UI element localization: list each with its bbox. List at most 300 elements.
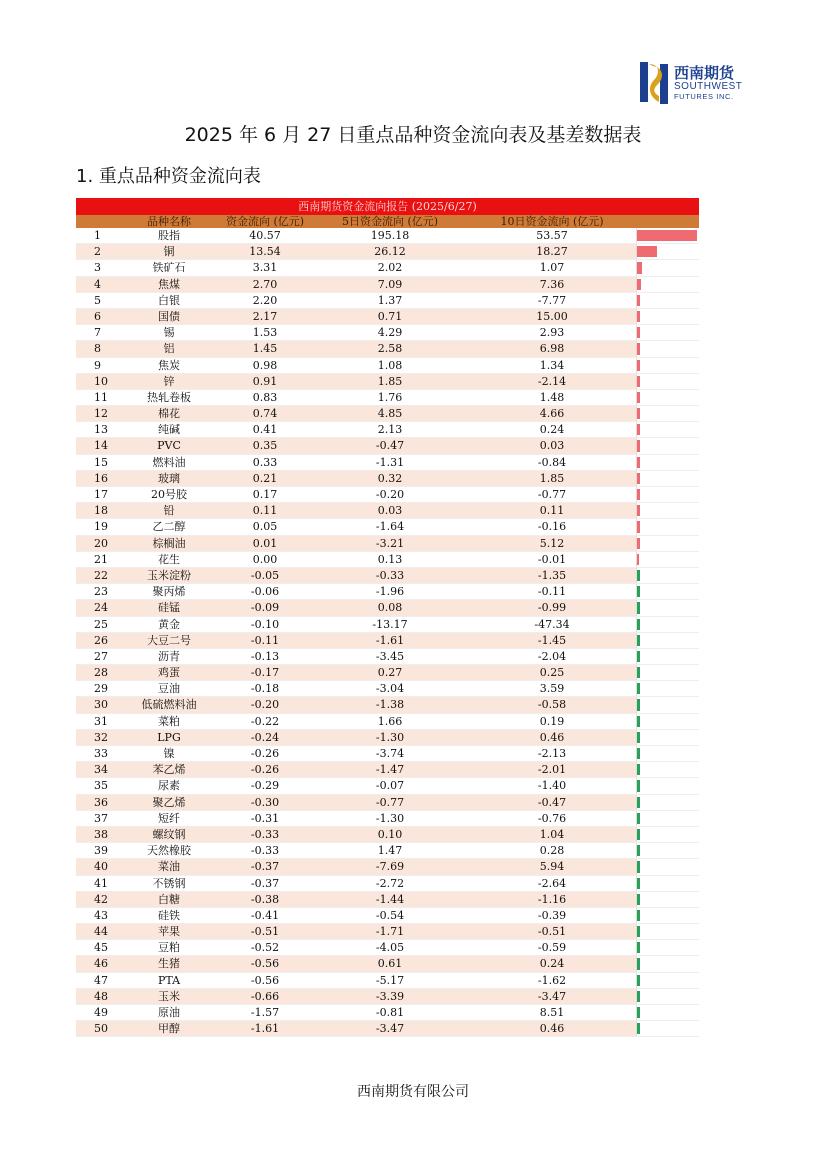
row-flow: 2.70	[252, 277, 278, 291]
row-name: 聚丙烯	[152, 585, 186, 599]
flow-bar	[637, 732, 640, 743]
row-flow-bar-cell	[636, 341, 699, 356]
table-row	[76, 649, 699, 665]
row-name: 聚乙烯	[152, 795, 186, 809]
row-index: 6	[94, 309, 101, 323]
row-flow: -0.26	[250, 747, 280, 760]
row-flow-5d: 195.18	[370, 229, 410, 242]
row-name: 玻璃	[158, 471, 180, 485]
row-flow-bar-cell	[636, 260, 699, 275]
row-flow-10d: -0.59	[537, 941, 567, 955]
row-flow-5d: -3.39	[375, 989, 405, 1003]
row-name: 铜	[163, 245, 175, 259]
table-row	[76, 260, 699, 276]
row-flow: 0.21	[252, 471, 278, 485]
row-name: 尿素	[158, 779, 180, 793]
row-index: 27	[94, 649, 108, 663]
row-flow: 0.11	[252, 504, 278, 518]
row-index: 48	[94, 989, 108, 1003]
row-index: 2	[94, 245, 101, 259]
table-row	[76, 924, 699, 940]
flow-bar	[637, 716, 640, 727]
table-row	[76, 1005, 699, 1021]
row-name: 乙二醇	[152, 520, 186, 534]
row-flow-10d: -2.01	[537, 763, 567, 777]
row-flow-10d: 7.36	[539, 277, 565, 291]
flow-bar	[637, 457, 640, 468]
row-index: 43	[94, 908, 108, 922]
row-index: 30	[94, 698, 108, 712]
row-flow-10d: 8.51	[539, 1006, 565, 1019]
row-flow-5d: -3.47	[375, 1022, 405, 1036]
row-flow: -0.06	[250, 585, 280, 599]
table-row	[76, 762, 699, 778]
row-name: 菜粕	[158, 714, 180, 728]
row-flow-bar-cell	[636, 406, 699, 421]
row-flow-5d: -1.71	[375, 925, 405, 939]
row-flow-5d: -2.72	[375, 876, 405, 890]
row-name: 豆粕	[158, 941, 180, 955]
row-flow: -0.38	[250, 892, 280, 906]
row-name: 苹果	[158, 925, 180, 939]
row-flow-10d: -2.64	[537, 876, 567, 890]
row-flow-10d: 15.00	[536, 309, 568, 323]
flow-bar	[637, 845, 640, 856]
flow-bar	[637, 262, 642, 273]
row-flow: 0.83	[252, 390, 278, 404]
row-index: 12	[94, 407, 108, 421]
table-row	[76, 633, 699, 649]
table-row	[76, 503, 699, 519]
row-flow-bar-cell	[636, 746, 699, 761]
row-name: 花生	[158, 552, 180, 566]
table-row	[76, 390, 699, 406]
row-flow-10d: 0.11	[539, 504, 565, 518]
row-flow-bar-cell	[636, 795, 699, 810]
row-index: 5	[94, 293, 101, 307]
row-flow-10d: 5.94	[539, 860, 565, 874]
row-name: 鸡蛋	[158, 666, 180, 680]
company-logo	[640, 60, 760, 106]
row-flow-bar-cell	[636, 843, 699, 858]
row-flow: -0.24	[250, 730, 280, 744]
row-flow: -0.56	[250, 973, 280, 987]
table-row	[76, 455, 699, 471]
row-flow-bar-cell	[636, 487, 699, 502]
row-index: 32	[94, 730, 108, 744]
row-flow-10d: 1.07	[539, 261, 565, 275]
row-flow-5d: 2.13	[377, 423, 403, 437]
row-flow-bar-cell	[636, 681, 699, 696]
row-flow-10d: -2.04	[537, 649, 567, 663]
row-name: 纯碱	[158, 423, 180, 437]
table-row	[76, 811, 699, 827]
flow-bar	[637, 360, 640, 371]
flow-bar	[637, 878, 640, 889]
row-flow: 0.35	[252, 439, 278, 453]
row-flow-bar-cell	[636, 600, 699, 615]
row-flow-10d: -1.62	[537, 973, 567, 987]
row-flow-10d: -1.16	[537, 892, 567, 906]
row-index: 28	[94, 666, 108, 680]
flow-bar	[637, 764, 640, 775]
col-flow-header: 资金流向 (亿元)	[225, 215, 305, 228]
row-flow-10d: -2.13	[537, 747, 567, 760]
row-name: 不锈钢	[152, 876, 186, 890]
row-index: 1	[94, 229, 101, 242]
column-header-row	[76, 215, 699, 228]
table-row	[76, 438, 699, 454]
row-flow-10d: 0.24	[539, 957, 565, 971]
row-flow-5d: -4.05	[375, 941, 405, 955]
row-flow-5d: -0.07	[375, 779, 405, 793]
row-flow-bar-cell	[636, 762, 699, 777]
row-flow-5d: -1.61	[375, 633, 405, 647]
row-index: 50	[94, 1022, 108, 1036]
row-flow-bar-cell	[636, 876, 699, 891]
row-flow-5d: 26.12	[374, 245, 406, 259]
row-name: 生猪	[158, 957, 180, 971]
row-index: 20	[94, 536, 108, 550]
logo-mark-icon	[640, 60, 670, 106]
row-name: 股指	[158, 229, 180, 242]
section-heading: 1. 重点品种资金流向表	[76, 166, 261, 187]
row-flow-bar-cell	[636, 1021, 699, 1036]
row-flow-10d: 1.85	[539, 471, 565, 485]
row-index: 19	[94, 520, 108, 534]
flow-bar	[637, 1023, 640, 1034]
table-row	[76, 293, 699, 309]
row-flow-5d: -1.64	[375, 520, 405, 534]
row-index: 41	[94, 876, 108, 890]
row-index: 15	[94, 455, 108, 469]
flow-bar	[637, 602, 640, 613]
flow-bar	[637, 861, 640, 872]
row-flow: -0.41	[250, 908, 280, 922]
row-flow: 0.98	[252, 358, 278, 372]
row-flow-10d: 0.46	[539, 730, 565, 744]
logo-cn-text: 西南期货	[674, 64, 735, 82]
row-index: 37	[94, 811, 108, 825]
row-flow-bar-cell	[636, 989, 699, 1004]
row-flow-10d: -0.77	[537, 488, 567, 501]
row-flow: 0.01	[252, 536, 278, 550]
row-flow-bar-cell	[636, 1005, 699, 1020]
row-index: 8	[94, 342, 101, 356]
row-flow-bar-cell	[636, 973, 699, 988]
row-flow-bar-cell	[636, 859, 699, 874]
row-flow-10d: 2.93	[539, 326, 565, 340]
row-name: 黄金	[158, 617, 180, 631]
row-index: 9	[94, 358, 101, 372]
flow-bar	[637, 635, 640, 646]
row-flow-10d: -0.01	[537, 552, 567, 566]
row-flow-bar-cell	[636, 503, 699, 518]
row-flow: 0.05	[252, 520, 278, 534]
row-index: 18	[94, 504, 108, 518]
table-row	[76, 277, 699, 293]
flow-bar	[637, 780, 640, 791]
row-flow-bar-cell	[636, 552, 699, 567]
row-flow-10d: -0.84	[537, 455, 567, 469]
row-flow: -0.52	[250, 941, 280, 955]
flow-bar	[637, 408, 640, 419]
row-flow: -0.11	[250, 633, 280, 647]
row-name: 甲醇	[158, 1022, 180, 1036]
row-flow-5d: 0.08	[377, 601, 403, 615]
row-flow-bar-cell	[636, 568, 699, 583]
row-flow-10d: -0.47	[537, 795, 567, 809]
flow-bar	[637, 829, 640, 840]
row-flow-10d: 0.28	[539, 844, 565, 858]
row-flow-5d: -3.04	[375, 682, 405, 696]
table-row	[76, 778, 699, 794]
row-index: 10	[94, 374, 108, 388]
row-flow-5d: -5.17	[375, 973, 405, 987]
table-row	[76, 406, 699, 422]
row-flow-10d: -0.16	[537, 520, 567, 534]
table-row	[76, 859, 699, 875]
row-flow-5d: 1.37	[377, 293, 403, 307]
row-name: 大豆二号	[147, 633, 191, 647]
row-index: 3	[94, 261, 101, 275]
row-flow-bar-cell	[636, 924, 699, 939]
row-flow-bar-cell	[636, 908, 699, 923]
row-flow: -0.66	[250, 989, 280, 1003]
row-flow-5d: -1.30	[375, 811, 405, 825]
logo-en-text: SOUTHWEST	[674, 81, 743, 92]
row-flow-bar-cell	[636, 665, 699, 680]
row-flow-5d: 0.10	[377, 827, 403, 841]
row-flow: -0.10	[250, 617, 280, 631]
flow-bar	[637, 311, 640, 322]
flow-bar	[637, 748, 640, 759]
table-row	[76, 843, 699, 859]
row-flow-10d: 53.57	[536, 229, 568, 242]
row-flow-5d: -1.30	[375, 730, 405, 744]
row-name: 铁矿石	[152, 261, 186, 275]
row-flow-10d: 6.98	[539, 342, 565, 356]
row-flow-bar-cell	[636, 778, 699, 793]
row-name: 棉花	[158, 407, 180, 421]
row-flow-10d: 4.66	[539, 407, 565, 421]
row-name: 沥青	[158, 649, 180, 663]
row-name: 白糖	[158, 892, 180, 906]
flow-bar	[637, 230, 697, 241]
row-flow: 0.33	[252, 455, 278, 469]
row-flow-10d: 0.46	[539, 1022, 565, 1036]
row-flow-5d: 0.71	[377, 309, 403, 323]
col-10d-header: 10日资金流向 (亿元)	[500, 215, 604, 228]
row-flow-5d: -1.31	[375, 455, 405, 469]
row-name: 硅锰	[158, 601, 180, 615]
flow-bar	[637, 295, 640, 306]
row-name: 白银	[158, 293, 180, 307]
row-flow-10d: -0.39	[537, 908, 567, 922]
table-row	[76, 244, 699, 260]
row-flow-5d: -13.17	[372, 617, 408, 631]
row-flow-5d: -1.38	[375, 698, 405, 712]
row-flow-5d: 4.85	[377, 407, 403, 421]
row-name: 菜油	[158, 860, 180, 874]
row-flow: 0.00	[252, 552, 278, 566]
row-name: 玉米	[158, 989, 180, 1003]
row-flow-10d: 0.19	[539, 714, 565, 728]
row-flow-bar-cell	[636, 649, 699, 664]
table-row	[76, 795, 699, 811]
row-flow: 3.31	[252, 261, 278, 275]
table-row	[76, 552, 699, 568]
row-name: 镍	[163, 747, 175, 760]
row-flow-bar-cell	[636, 811, 699, 826]
table-row	[76, 309, 699, 325]
row-index: 47	[94, 973, 108, 987]
row-name: 20号胶	[151, 488, 187, 501]
row-flow-bar-cell	[636, 325, 699, 340]
row-index: 49	[94, 1006, 108, 1019]
table-row	[76, 358, 699, 374]
table-row	[76, 341, 699, 357]
row-flow-10d: 5.12	[539, 536, 565, 550]
row-index: 14	[94, 439, 108, 453]
row-flow-10d: -47.34	[534, 617, 570, 631]
table-row	[76, 471, 699, 487]
flow-bar	[637, 699, 640, 710]
row-flow-10d: -0.76	[537, 811, 567, 825]
row-flow-5d: 1.08	[377, 358, 403, 372]
row-flow-5d: -0.77	[375, 795, 405, 809]
flow-bar	[637, 926, 640, 937]
row-index: 7	[94, 326, 101, 340]
flow-bar	[637, 813, 640, 824]
row-flow: -0.33	[250, 827, 280, 841]
table-row	[76, 617, 699, 633]
row-flow: 2.20	[252, 293, 278, 307]
row-flow-bar-cell	[636, 471, 699, 486]
flow-bar	[637, 343, 640, 354]
row-flow-5d: -7.69	[375, 860, 405, 874]
row-flow-10d: 1.48	[539, 390, 565, 404]
row-flow-bar-cell	[636, 827, 699, 842]
row-flow-10d: 1.34	[539, 358, 565, 372]
row-flow-bar-cell	[636, 697, 699, 712]
row-flow-5d: 1.76	[377, 390, 403, 404]
flow-bar	[637, 521, 640, 532]
row-index: 45	[94, 941, 108, 955]
row-index: 4	[94, 277, 101, 291]
row-flow: 1.53	[252, 326, 278, 340]
table-row	[76, 908, 699, 924]
fund-flow-table	[76, 198, 699, 1037]
table-row	[76, 600, 699, 616]
row-flow: -0.05	[250, 568, 280, 582]
row-name: 豆油	[158, 682, 180, 696]
row-flow-10d: -0.58	[537, 698, 567, 712]
table-row	[76, 714, 699, 730]
row-flow: -0.13	[250, 649, 280, 663]
row-name: LPG	[157, 730, 181, 744]
row-name: 锌	[163, 374, 175, 388]
table-row	[76, 584, 699, 600]
row-flow-5d: -3.21	[375, 536, 405, 550]
table-row	[76, 892, 699, 908]
flow-bar	[637, 586, 640, 597]
row-flow-5d: 0.13	[377, 552, 403, 566]
row-flow-5d: -3.74	[375, 747, 405, 760]
row-name: 原油	[158, 1006, 180, 1019]
row-flow-bar-cell	[636, 390, 699, 405]
footer-company: 西南期货有限公司	[357, 1084, 469, 1100]
flow-bar	[637, 797, 640, 808]
flow-bar	[637, 958, 640, 969]
row-flow-bar-cell	[636, 892, 699, 907]
flow-bar	[637, 975, 640, 986]
row-index: 17	[94, 488, 108, 501]
row-flow-10d: 3.59	[539, 682, 565, 696]
row-name: 低硫燃料油	[141, 698, 197, 712]
row-name: 短纤	[158, 811, 180, 825]
row-flow-10d: 0.03	[539, 439, 565, 453]
row-flow: 0.17	[252, 488, 278, 501]
report-header: 西南期货资金流向报告 (2025/6/27)	[76, 198, 699, 215]
row-flow-10d: -1.35	[537, 568, 567, 582]
row-index: 11	[94, 390, 108, 404]
row-index: 40	[94, 860, 108, 874]
row-index: 29	[94, 682, 108, 696]
row-flow: -0.37	[250, 860, 280, 874]
table-row	[76, 374, 699, 390]
flow-bar	[637, 554, 639, 565]
row-index: 34	[94, 763, 108, 777]
flow-bar	[637, 424, 640, 435]
flow-bar	[637, 376, 640, 387]
col-5d-header: 5日资金流向 (亿元)	[341, 215, 439, 228]
row-name: 棕榈油	[152, 536, 186, 550]
flow-bar	[637, 246, 657, 257]
row-flow-10d: 0.25	[539, 666, 565, 680]
row-flow-bar-cell	[636, 293, 699, 308]
row-flow-10d: 1.04	[539, 827, 565, 841]
row-flow-5d: 1.66	[377, 714, 403, 728]
row-name: 苯乙烯	[152, 763, 186, 777]
flow-bar	[637, 894, 640, 905]
row-flow-bar-cell	[636, 584, 699, 599]
row-flow-5d: 4.29	[377, 326, 403, 340]
row-flow-5d: 7.09	[377, 277, 403, 291]
row-name: 玉米淀粉	[147, 568, 191, 582]
row-name: 天然橡胶	[147, 844, 191, 858]
row-name: PTA	[157, 973, 181, 987]
row-flow-10d: -0.11	[537, 585, 567, 599]
row-flow: -0.29	[250, 779, 280, 793]
row-name: 铅	[163, 504, 175, 518]
row-flow: 1.45	[252, 342, 278, 356]
row-name: 焦炭	[158, 358, 180, 372]
row-flow-5d: 2.02	[377, 261, 403, 275]
row-flow-10d: -2.14	[537, 374, 567, 388]
table-row	[76, 746, 699, 762]
row-flow: -0.20	[250, 698, 280, 712]
row-name: 铝	[163, 342, 175, 356]
row-flow-5d: 1.47	[377, 844, 403, 858]
flow-bar	[637, 538, 640, 549]
row-flow: 13.54	[249, 245, 281, 259]
row-flow-bar-cell	[636, 633, 699, 648]
row-flow-bar-cell	[636, 956, 699, 971]
row-index: 46	[94, 957, 108, 971]
row-flow-bar-cell	[636, 519, 699, 534]
flow-bar	[637, 570, 640, 581]
